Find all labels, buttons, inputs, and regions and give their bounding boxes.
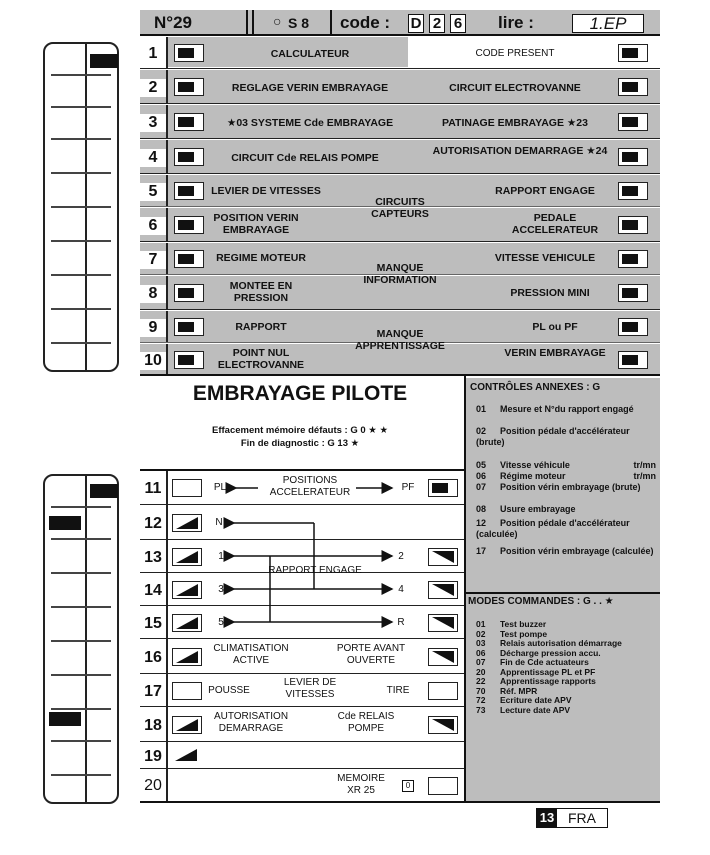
- table-row: 19: [140, 743, 464, 769]
- side-block: [49, 712, 81, 726]
- indicator: [174, 250, 204, 268]
- group-circuits: CIRCUITS CAPTEURS: [371, 196, 429, 220]
- table-row: 18 AUTORISATION DEMARRAGE Cde RELAIS POMPE: [140, 708, 464, 742]
- indicator: [174, 78, 204, 96]
- table-row: 16 CLIMATISATION ACTIVE PORTE AVANT OUVERTE: [140, 640, 464, 674]
- indicator: [174, 216, 204, 234]
- indicator: [618, 44, 648, 62]
- group-manque-info: MANQUE INFORMATION: [363, 262, 437, 286]
- table-row: 20 MEMOIRE XR 25 0: [140, 770, 464, 801]
- modes-title: MODES COMMANDES : G . . ★: [468, 596, 614, 607]
- table-row: 11 PL POSITIONS ACCELERATEUR PF: [140, 471, 464, 505]
- code-box-3: 6: [450, 14, 466, 33]
- indicator: [618, 113, 648, 131]
- group-manque-appr: MANQUE APPRENTISSAGE: [355, 328, 445, 352]
- side-block: [90, 484, 118, 498]
- side-card-top: [43, 42, 119, 372]
- code-box-1: D: [408, 14, 424, 33]
- indicator: [174, 113, 204, 131]
- indicator: [618, 318, 648, 336]
- indicator: [172, 682, 202, 700]
- footer-badge: [536, 808, 608, 828]
- table-row: 4 CIRCUIT Cde RELAIS POMPE AUTORISATION DEMARRAGE ★24: [140, 140, 660, 174]
- lire-box: 1.EP: [572, 14, 644, 33]
- table-row: 10 POINT NUL ELECTROVANNE VERIN EMBRAYAGE: [140, 344, 660, 376]
- table-row: 6 POSITION VERIN EMBRAYAGE PEDALE ACCELERATEUR: [140, 208, 660, 242]
- page-title: EMBRAYAGE PILOTE: [192, 382, 408, 405]
- s-label: S 8: [288, 15, 310, 31]
- right-panel: [466, 378, 660, 801]
- table-row: 1 CALCULATEUR CODE PRESENT: [140, 37, 660, 69]
- indicator: [428, 716, 458, 734]
- effacement-text: Effacement mémoire défauts : G 0 ★ ★: [212, 425, 388, 436]
- header-bar: [140, 10, 660, 36]
- table-row: 7 REGIME MOTEUR VITESSE VEHICULE: [140, 243, 660, 275]
- indicator: [174, 182, 204, 200]
- side-block: [49, 516, 81, 530]
- indicator: [618, 148, 648, 166]
- table-row: 2 REGLAGE VERIN EMBRAYAGE CIRCUIT ELECTROVANNE: [140, 70, 660, 104]
- table-row: 5 LEVIER DE VITESSES RAPPORT ENGAGE: [140, 175, 660, 207]
- lire-label: lire :: [498, 13, 534, 32]
- indicator: [428, 777, 458, 795]
- indicator: [428, 682, 458, 700]
- indicator: [618, 250, 648, 268]
- language-code: FRA: [557, 809, 607, 827]
- fin-diag-text: Fin de diagnostic : G 13 ★: [240, 438, 360, 449]
- indicator: [174, 351, 204, 369]
- code-box-2: 2: [429, 14, 445, 33]
- table-row: 12 N: [140, 506, 464, 540]
- indicator: [618, 351, 648, 369]
- table-row: 3 ★03 SYSTEME Cde EMBRAYAGE PATINAGE EMBRAYAGE ★23: [140, 105, 660, 139]
- indicator: [618, 182, 648, 200]
- controles-list: 01 Mesure et N°du rapport engagé 02 Position pédale d'accélérateur (brute) 05 Vitesse véhicule tr/mn 06 Régime moteur tr/mn 07 Position vérin embrayage (brute) 08 Usure embrayage 12 Position pédale d'accélérateur (calculée) 17 Position vérin embrayage (calculée): [476, 404, 656, 556]
- table-row: 9 RAPPORT PL ou PF: [140, 311, 660, 343]
- refresh-icon: ○: [273, 13, 282, 29]
- indicator: [174, 284, 204, 302]
- indicator: [172, 747, 202, 765]
- page-number: 13: [537, 809, 557, 827]
- indicator: [618, 78, 648, 96]
- table-row: 13 1 RAPPORT ENGAGE 2: [140, 541, 464, 573]
- controles-title: CONTRÔLES ANNEXES : G: [470, 382, 601, 393]
- indicator: [174, 148, 204, 166]
- indicator: [174, 44, 204, 62]
- table-row: 17 POUSSE LEVIER DE VITESSES TIRE: [140, 675, 464, 707]
- sheet-number: N°29: [154, 13, 192, 32]
- side-card-bottom: [43, 474, 119, 804]
- table-row: 14 3 4: [140, 574, 464, 606]
- table-row: 15 5 R: [140, 607, 464, 639]
- indicator: [618, 216, 648, 234]
- arrow-diagram: [140, 471, 464, 651]
- indicator: [174, 318, 204, 336]
- modes-list: 01 Test buzzer 02 Test pompe 03 Relais autorisation démarrage 06 Décharge pression accu. 07 Fin de Cde actuateurs 20 Apprentissage PL et PF 22 Apprentissage rapports 70 Réf. MPR 72 Ecriture date APV 73 Lecture date APV: [476, 619, 622, 715]
- code-label: code :: [340, 13, 391, 32]
- side-block: [90, 54, 118, 68]
- table-row: 8 MONTEE EN PRESSION PRESSION MINI: [140, 276, 660, 310]
- indicator: [618, 284, 648, 302]
- indicator: [172, 716, 202, 734]
